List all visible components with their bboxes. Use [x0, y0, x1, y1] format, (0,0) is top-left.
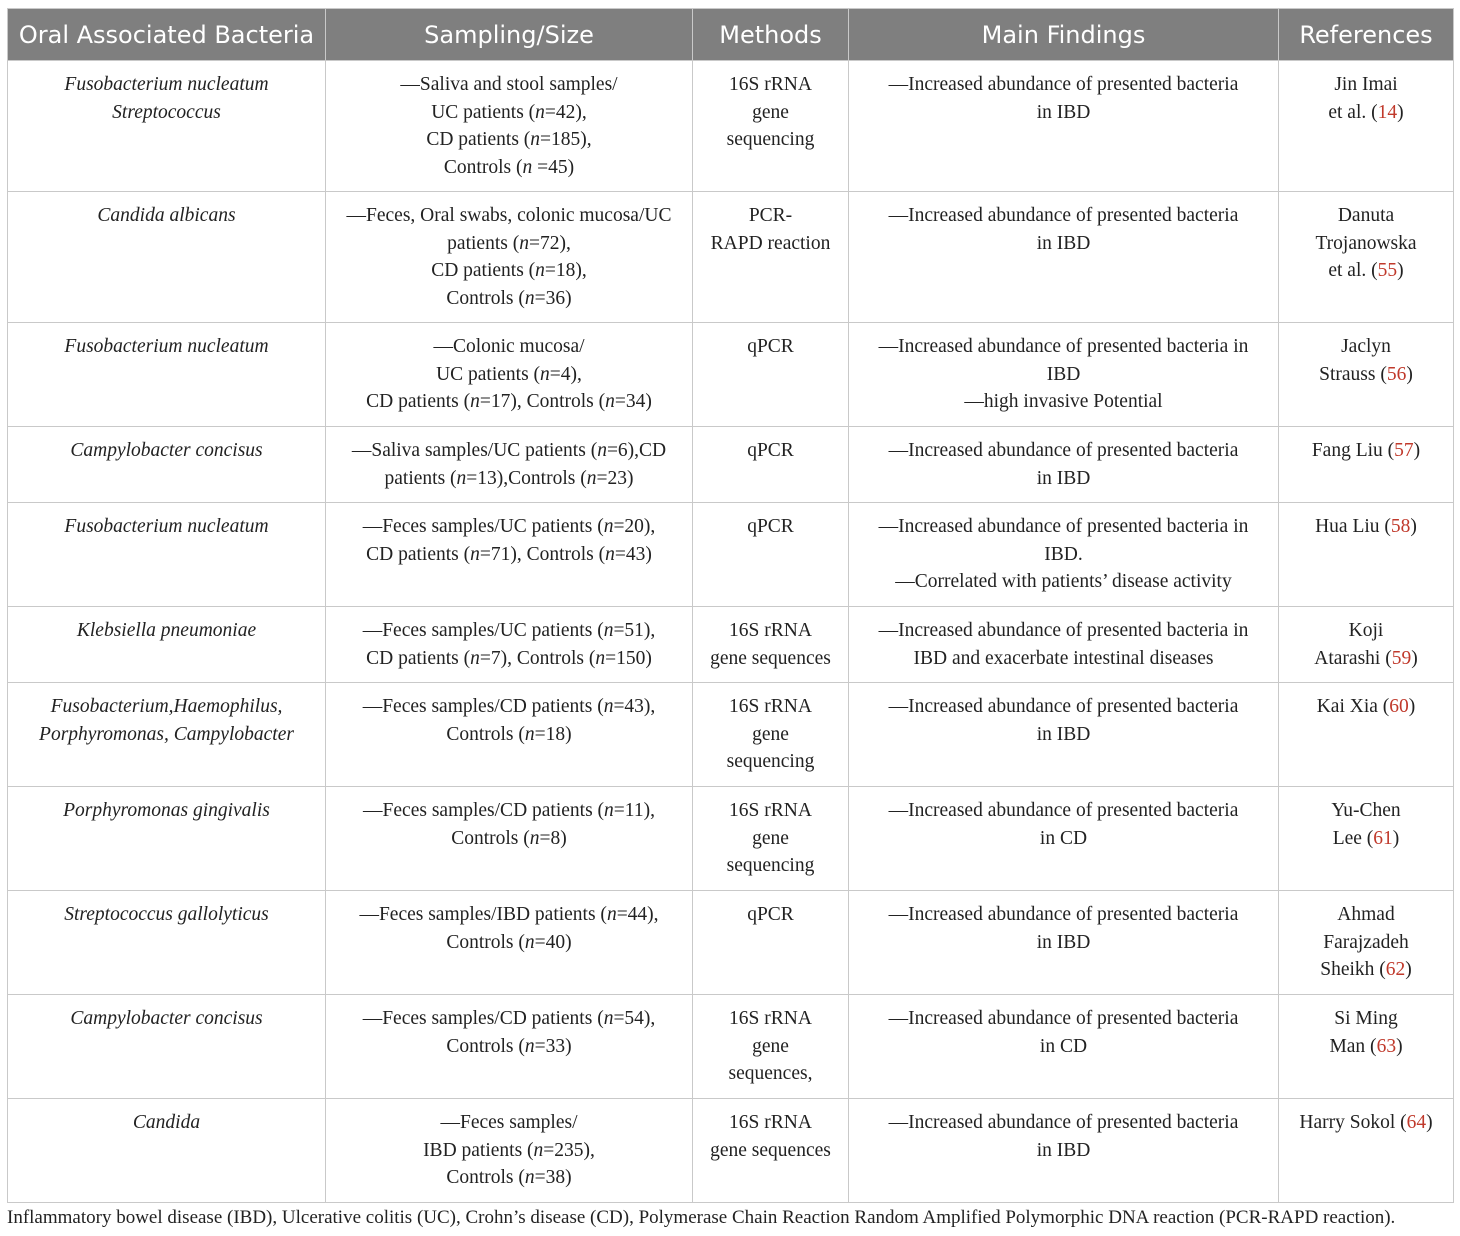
cell-methods-line: PCR- — [748, 205, 793, 226]
cell-findings-line: IBD and exacerbate intestinal diseases — [913, 647, 1214, 669]
cell-sampling — [326, 683, 693, 787]
reference-text: Atarashi ( — [1314, 647, 1392, 669]
cell-findings-line: —Increased abundance of presented bacteria in — [878, 336, 1249, 357]
cell-methods-line: sequencing — [726, 129, 815, 151]
cell-findings-line: —Increased abundance of presented bacteria in — [878, 620, 1249, 641]
cell-reference — [1279, 787, 1454, 891]
cell-findings-line: —Increased abundance of presented bacteria in — [878, 516, 1249, 537]
cell-methods-line: gene — [752, 723, 789, 745]
cell-bacteria — [8, 323, 326, 427]
cell-bacteria-line: Klebsiella pneumoniae — [76, 620, 257, 641]
cell-reference — [1279, 61, 1454, 192]
cell-findings — [849, 503, 1279, 607]
reference-line: Atarashi (59) — [1314, 647, 1418, 669]
cell-methods-line: sequencing — [726, 751, 815, 773]
cell-findings — [849, 192, 1279, 323]
header-methods: Methods — [693, 9, 849, 61]
cell-findings-line: —Increased abundance of presented bacteria — [888, 205, 1239, 226]
cell-methods — [693, 503, 849, 607]
cell-bacteria-line: Fusobacterium nucleatum — [64, 516, 269, 537]
cell-bacteria-line: Candida — [132, 1112, 201, 1133]
cell-findings — [849, 61, 1279, 192]
cell-findings — [849, 607, 1279, 683]
cell-sampling-line: Controls (n=33) — [446, 1035, 572, 1057]
cell-sampling — [326, 787, 693, 891]
reference-link[interactable]: 62 — [1385, 959, 1406, 981]
cell-reference — [1279, 607, 1454, 683]
cell-methods — [693, 323, 849, 427]
cell-sampling — [326, 323, 693, 427]
reference-line: et al. (14) — [1328, 101, 1404, 123]
table-row — [8, 607, 1454, 683]
cell-bacteria — [8, 995, 326, 1099]
cell-sampling-line: patients (n=72), — [447, 232, 571, 254]
cell-sampling — [326, 995, 693, 1099]
cell-sampling — [326, 607, 693, 683]
cell-bacteria — [8, 1099, 326, 1203]
cell-bacteria — [8, 192, 326, 323]
cell-sampling-line: —Feces samples/IBD patients (n=44), — [359, 904, 659, 925]
reference-line: Man (63) — [1329, 1035, 1403, 1057]
reference-text: Lee ( — [1332, 827, 1374, 849]
reference-text: Jin Imai — [1334, 74, 1398, 95]
reference-link[interactable]: 56 — [1386, 363, 1407, 385]
cell-methods-line: sequencing — [726, 855, 815, 877]
reference-line — [1287, 1005, 1445, 1033]
cell-bacteria — [8, 503, 326, 607]
table-row — [8, 427, 1454, 503]
cell-sampling-line: Controls (n=38) — [446, 1167, 572, 1189]
cell-reference — [1279, 891, 1454, 995]
cell-bacteria-line: Candida albicans — [97, 205, 236, 226]
reference-line — [1287, 901, 1445, 929]
cell-bacteria — [8, 427, 326, 503]
reference-text: Si Ming — [1334, 1008, 1398, 1029]
reference-text: Farajzadeh — [1323, 931, 1409, 953]
cell-bacteria — [8, 787, 326, 891]
cell-sampling-line: CD patients (n=17), Controls (n=34) — [366, 391, 652, 413]
reference-line: et al. (55) — [1328, 260, 1404, 282]
table-body — [8, 61, 1454, 1203]
cell-methods-line: 16S rRNA — [729, 1112, 812, 1133]
cell-reference — [1279, 323, 1454, 427]
header-findings: Main Findings — [849, 9, 1279, 61]
reference-text: Danuta — [1337, 205, 1395, 226]
cell-findings-line: in CD — [1039, 1035, 1088, 1057]
reference-line — [1287, 71, 1445, 99]
cell-findings-line: in CD — [1039, 827, 1088, 849]
cell-methods — [693, 192, 849, 323]
reference-text: Hua Liu ( — [1315, 516, 1391, 537]
cell-findings-line: in IBD — [1036, 1139, 1091, 1161]
cell-methods-line: qPCR — [747, 336, 794, 357]
cell-reference — [1279, 1099, 1454, 1203]
table-header-row — [8, 9, 1454, 61]
cell-reference — [1279, 503, 1454, 607]
reference-line: Strauss (56) — [1319, 363, 1413, 385]
cell-methods-line: gene — [752, 827, 789, 849]
reference-link[interactable]: 57 — [1394, 440, 1414, 461]
cell-sampling-line: CD patients (n=185), — [426, 129, 592, 151]
reference-link[interactable]: 14 — [1377, 101, 1398, 123]
cell-sampling — [326, 891, 693, 995]
cell-methods-line: sequences, — [728, 1063, 813, 1085]
cell-findings-line: IBD. — [1044, 543, 1083, 565]
cell-sampling-line: CD patients (n=18), — [431, 260, 587, 282]
reference-text: Sheikh ( — [1320, 959, 1386, 981]
cell-bacteria — [8, 607, 326, 683]
cell-findings-line: —Increased abundance of presented bacteria — [888, 1008, 1239, 1029]
reference-text: Koji — [1348, 620, 1384, 641]
cell-findings-line: —Increased abundance of presented bacteria — [888, 440, 1239, 461]
cell-methods — [693, 683, 849, 787]
data-table-container — [7, 8, 1453, 1203]
table-row — [8, 503, 1454, 607]
cell-methods-line: 16S rRNA — [729, 1008, 812, 1029]
table-row — [8, 683, 1454, 787]
cell-findings-line: —Increased abundance of presented bacteria — [888, 74, 1239, 95]
reference-line — [1287, 929, 1445, 957]
cell-methods-line: gene — [752, 1035, 789, 1057]
cell-reference — [1279, 427, 1454, 503]
reference-link[interactable]: 59 — [1391, 647, 1412, 669]
cell-sampling-line: —Saliva samples/UC patients (n=6),CD — [351, 440, 667, 461]
cell-findings-line: —Correlated with patients’ disease activity — [895, 571, 1232, 593]
cell-sampling-line: CD patients (n=71), Controls (n=43) — [366, 543, 652, 565]
reference-text: Fang Liu ( — [1311, 440, 1395, 461]
cell-bacteria-line: Fusobacterium,Haemophilus, — [50, 696, 283, 717]
cell-sampling-line: UC patients (n=42), — [431, 101, 587, 123]
table-row — [8, 787, 1454, 891]
header-references: References — [1279, 9, 1454, 61]
header-bacteria: Oral Associated Bacteria — [8, 9, 326, 61]
reference-text: Harry Sokol ( — [1299, 1112, 1407, 1133]
cell-bacteria-line: Streptococcus gallolyticus — [64, 904, 269, 925]
cell-sampling — [326, 503, 693, 607]
reference-line — [1287, 333, 1445, 361]
reference-line: Fang Liu (57) — [1311, 440, 1421, 461]
cell-sampling-line: —Feces samples/UC patients (n=20), — [362, 516, 656, 537]
cell-sampling-line: —Saliva and stool samples/ — [400, 74, 618, 95]
reference-text: Ahmad — [1337, 904, 1395, 925]
cell-reference — [1279, 995, 1454, 1099]
cell-sampling-line: Controls (n=36) — [446, 287, 572, 309]
cell-methods — [693, 1099, 849, 1203]
cell-bacteria — [8, 891, 326, 995]
cell-bacteria-line: Fusobacterium nucleatum — [64, 336, 269, 357]
table-row — [8, 192, 1454, 323]
cell-methods — [693, 607, 849, 683]
cell-sampling — [326, 192, 693, 323]
cell-bacteria — [8, 683, 326, 787]
cell-sampling-line: Controls (n=40) — [446, 931, 572, 953]
cell-sampling-line: CD patients (n=7), Controls (n=150) — [366, 647, 652, 669]
reference-link[interactable]: 63 — [1376, 1035, 1397, 1057]
cell-findings-line: in IBD — [1036, 467, 1091, 489]
cell-methods-line: gene — [752, 101, 789, 123]
header-sampling: Sampling/Size — [326, 9, 693, 61]
cell-bacteria-line: Fusobacterium nucleatum — [64, 74, 269, 95]
cell-methods — [693, 787, 849, 891]
reference-text: Jaclyn — [1341, 336, 1391, 357]
cell-bacteria-line: Porphyromonas, Campylobacter — [39, 723, 294, 745]
cell-methods-line: 16S rRNA — [729, 74, 812, 95]
reference-text: Yu-Chen — [1331, 800, 1401, 821]
cell-sampling-line: patients (n=13),Controls (n=23) — [384, 467, 634, 489]
cell-methods-line: RAPD reaction — [710, 232, 831, 254]
table-row — [8, 61, 1454, 192]
reference-text: Strauss ( — [1319, 363, 1387, 385]
cell-findings-line: —high invasive Potential — [964, 391, 1163, 413]
reference-link[interactable]: 55 — [1377, 260, 1398, 282]
cell-methods-line: qPCR — [747, 440, 794, 461]
cell-sampling-line: UC patients (n=4), — [436, 363, 582, 385]
reference-text: Kai Xia ( — [1316, 696, 1390, 717]
cell-sampling-line: —Colonic mucosa/ — [433, 336, 585, 357]
cell-methods — [693, 61, 849, 192]
cell-sampling-line: —Feces samples/CD patients (n=54), — [362, 1008, 656, 1029]
cell-sampling-line: —Feces samples/CD patients (n=43), — [362, 696, 656, 717]
table-footnote: Inflammatory bowel disease (IBD), Ulcerative colitis (UC), Crohn’s disease (CD), Polymerase Chain Reaction Random Amplified Polymorphic DNA reaction (PCR-RAPD reaction). — [7, 1207, 1396, 1228]
table-row — [8, 891, 1454, 995]
reference-link[interactable]: 58 — [1390, 516, 1411, 537]
cell-methods-line: qPCR — [747, 516, 794, 537]
cell-bacteria-line: Streptococcus — [112, 101, 221, 123]
reference-line — [1287, 797, 1445, 825]
cell-findings-line: in IBD — [1036, 931, 1091, 953]
cell-methods-line: gene sequences — [710, 1139, 831, 1161]
cell-reference — [1279, 683, 1454, 787]
cell-findings-line: —Increased abundance of presented bacteria — [888, 1112, 1239, 1133]
cell-findings — [849, 427, 1279, 503]
reference-line — [1287, 617, 1445, 645]
cell-methods — [693, 427, 849, 503]
cell-findings-line: in IBD — [1036, 101, 1091, 123]
reference-line: Hua Liu (58) — [1315, 516, 1417, 537]
cell-findings-line: in IBD — [1036, 723, 1091, 745]
cell-findings-line: in IBD — [1036, 232, 1091, 254]
reference-line: Harry Sokol (64) — [1299, 1112, 1433, 1133]
cell-findings — [849, 683, 1279, 787]
cell-sampling-line: —Feces, Oral swabs, colonic mucosa/UC — [346, 205, 672, 226]
cell-bacteria-line: Campylobacter concisus — [70, 1008, 263, 1029]
reference-text: et al. ( — [1328, 260, 1378, 282]
cell-sampling-line: Controls (n=8) — [451, 827, 567, 849]
cell-findings — [849, 787, 1279, 891]
table-row — [8, 1099, 1454, 1203]
cell-bacteria — [8, 61, 326, 192]
cell-findings-line: —Increased abundance of presented bacteria — [888, 696, 1239, 717]
table-row — [8, 995, 1454, 1099]
reference-line — [1287, 230, 1445, 258]
bacteria-table — [7, 8, 1454, 1203]
cell-methods-line: qPCR — [747, 904, 794, 925]
cell-findings-line: —Increased abundance of presented bacteria — [888, 800, 1239, 821]
cell-sampling — [326, 61, 693, 192]
cell-sampling — [326, 427, 693, 503]
cell-findings — [849, 995, 1279, 1099]
cell-sampling-line: Controls (n =45) — [443, 156, 575, 178]
cell-reference — [1279, 192, 1454, 323]
reference-line — [1287, 202, 1445, 230]
cell-sampling-line: —Feces samples/ — [440, 1112, 578, 1133]
cell-findings — [849, 891, 1279, 995]
cell-sampling-line: IBD patients (n=235), — [423, 1139, 595, 1161]
reference-link[interactable]: 64 — [1406, 1112, 1427, 1133]
reference-text: Trojanowska — [1315, 232, 1417, 254]
cell-findings — [849, 323, 1279, 427]
cell-findings-line: —Increased abundance of presented bacteria — [888, 904, 1239, 925]
table-row — [8, 323, 1454, 427]
cell-sampling-line: —Feces samples/CD patients (n=11), — [363, 800, 655, 821]
reference-text: Man ( — [1329, 1035, 1377, 1057]
cell-methods-line: 16S rRNA — [729, 696, 812, 717]
cell-sampling-line: Controls (n=18) — [446, 723, 572, 745]
cell-sampling — [326, 1099, 693, 1203]
reference-link[interactable]: 61 — [1373, 827, 1393, 849]
cell-sampling-line: —Feces samples/UC patients (n=51), — [362, 620, 656, 641]
reference-text: et al. ( — [1328, 101, 1378, 123]
reference-line: Lee (61) — [1332, 827, 1400, 849]
cell-methods — [693, 891, 849, 995]
reference-line: Kai Xia (60) — [1316, 696, 1416, 717]
cell-findings — [849, 1099, 1279, 1203]
reference-line: Sheikh (62) — [1320, 959, 1412, 981]
cell-bacteria-line: Porphyromonas gingivalis — [63, 800, 270, 821]
cell-methods-line: 16S rRNA — [729, 800, 812, 821]
cell-methods — [693, 995, 849, 1099]
cell-methods-line: 16S rRNA — [729, 620, 812, 641]
cell-findings-line: IBD — [1046, 363, 1081, 385]
cell-bacteria-line: Campylobacter concisus — [70, 440, 263, 461]
reference-link[interactable]: 60 — [1389, 696, 1409, 717]
cell-methods-line: gene sequences — [710, 647, 831, 669]
